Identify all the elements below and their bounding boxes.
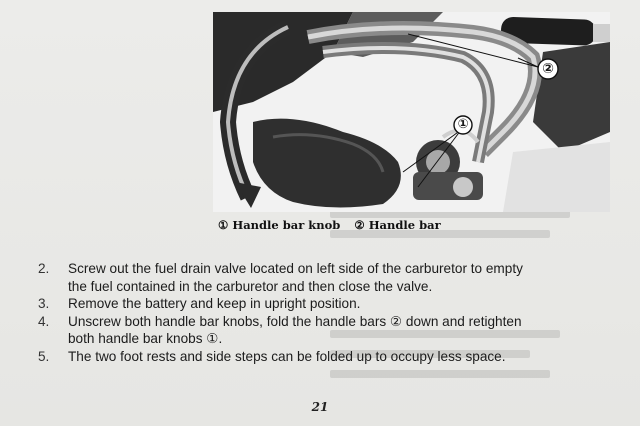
instruction-step bbox=[38, 348, 608, 366]
step-number: 4. bbox=[38, 313, 50, 329]
step-text: both handle bar knobs ①. bbox=[68, 331, 223, 346]
figure-caption bbox=[218, 218, 538, 232]
step-number: 2. bbox=[38, 261, 50, 276]
instruction-step bbox=[38, 260, 608, 295]
instruction-step bbox=[38, 295, 608, 313]
caption-label: Handle bar bbox=[368, 218, 441, 232]
step-number: 5. bbox=[38, 348, 50, 364]
step-text: Unscrew both handle bar knobs, fold the handle bars ② down and retighten bbox=[68, 313, 522, 329]
step-text: The two foot rests and side steps can be folded up to occupy less space. bbox=[68, 348, 506, 364]
step-text: Remove the battery and keep in upright position. bbox=[68, 296, 361, 311]
caption-label: Handle bar knob bbox=[232, 218, 341, 232]
caption-handle-bar bbox=[354, 218, 440, 232]
instruction-list bbox=[38, 260, 608, 365]
caption-handle-bar-knob bbox=[218, 218, 344, 232]
callout-2-label: ② bbox=[542, 61, 554, 77]
caption-marker: ① bbox=[218, 218, 229, 232]
caption-marker: ② bbox=[354, 218, 365, 232]
instruction-step bbox=[38, 313, 608, 348]
callout-1-label: ① bbox=[457, 117, 469, 132]
handlebar-photo bbox=[213, 12, 610, 212]
step-text: Screw out the fuel drain valve located on left side of the carburetor to empty bbox=[68, 261, 523, 276]
step-number: 3. bbox=[38, 296, 50, 311]
step-text: the fuel contained in the carburetor and then close the valve. bbox=[68, 278, 433, 294]
page-number: 21 bbox=[311, 400, 329, 414]
